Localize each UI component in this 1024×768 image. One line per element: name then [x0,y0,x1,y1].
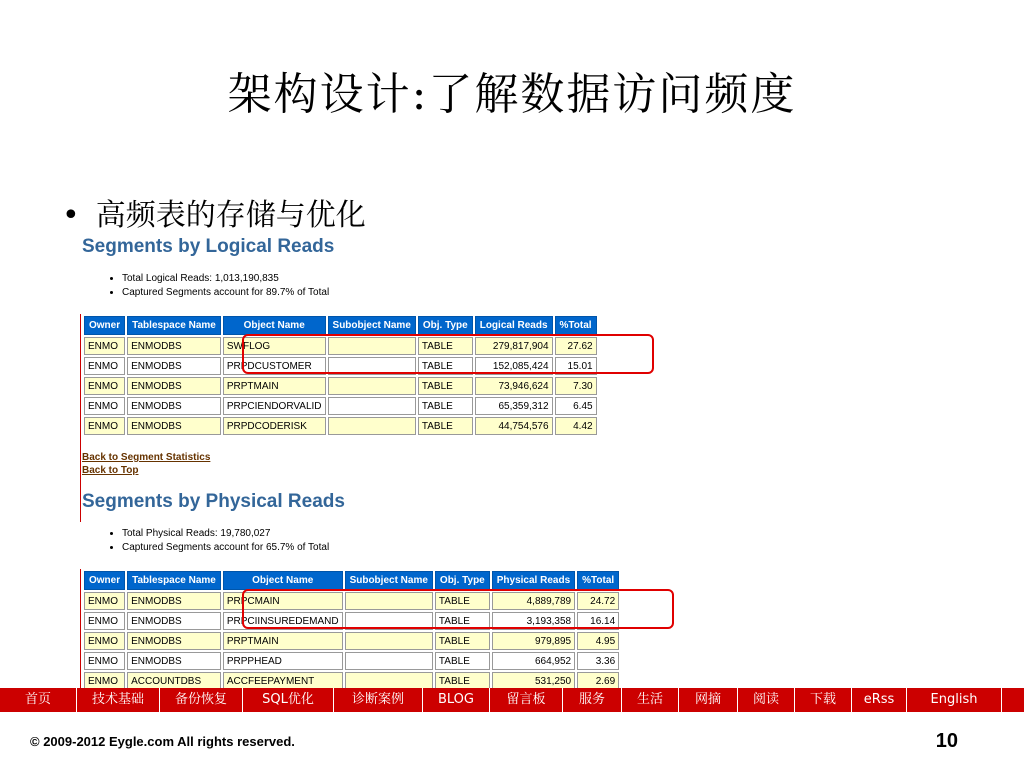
cell-pct: 24.72 [577,592,619,610]
summary-item: • Captured Segments account for 65.7% of Total [122,541,662,555]
logical-reads-table [82,314,599,437]
cell-tablespace: ENMODBS [127,337,221,355]
physical-reads-summary [82,527,662,555]
cell-pct: 15.01 [555,357,597,375]
physical-reads-table [82,569,621,692]
cell-object: PRPTMAIN [223,377,326,395]
logical-reads-title: Segments by Logical Reads [82,236,335,257]
margin-rule [80,569,81,697]
cell-reads: 531,250 [492,672,575,690]
logical-reads-table-wrap [82,314,662,437]
margin-rule [80,314,81,522]
awr-report [82,236,662,692]
nav-sql-tuning[interactable]: SQL优化 [243,688,334,712]
cell-pct: 4.42 [555,417,597,435]
summary-item: • Total Logical Reads: 1,013,190,835 [122,272,662,286]
cell-tablespace: ENMODBS [127,357,221,375]
cell-object: PRPDCODERISK [223,417,326,435]
cell-reads: 664,952 [492,652,575,670]
cell-objtype: TABLE [418,377,473,395]
table-header-row [84,571,619,590]
cell-object: PRPCMAIN [223,592,343,610]
cell-objtype: TABLE [435,632,490,650]
cell-pct: 27.62 [555,337,597,355]
nav-blog[interactable]: BLOG [423,688,490,712]
nav-reading[interactable]: 阅读 [738,688,795,712]
cell-subobject [345,652,433,670]
logical-reads-summary [82,272,662,300]
site-nav-bar [0,688,1024,712]
cell-owner: ENMO [84,397,125,415]
cell-subobject [328,397,416,415]
cell-owner: ENMO [84,652,125,670]
col-object: Object Name [223,571,343,590]
table-row [84,377,597,395]
cell-object: PRPDCUSTOMER [223,357,326,375]
cell-pct: 16.14 [577,612,619,630]
nav-services[interactable]: 服务 [563,688,622,712]
col-objtype: Obj. Type [435,571,490,590]
cell-objtype: TABLE [435,672,490,690]
cell-owner: ENMO [84,417,125,435]
cell-subobject [328,417,416,435]
cell-pct: 4.95 [577,632,619,650]
col-tablespace: Tablespace Name [127,316,221,335]
logical-reads-section [82,236,662,437]
cell-owner: ENMO [84,337,125,355]
cell-owner: ENMO [84,612,125,630]
col-reads: Physical Reads [492,571,575,590]
cell-tablespace: ENMODBS [127,612,221,630]
cell-owner: ENMO [84,672,125,690]
summary-item: • Captured Segments account for 89.7% of Total [122,286,662,300]
cell-object: PRPCIENDORVALID [223,397,326,415]
table-header-row [84,316,597,335]
cell-tablespace: ENMODBS [127,632,221,650]
cell-objtype: TABLE [435,652,490,670]
cell-owner: ENMO [84,592,125,610]
table-row [84,417,597,435]
cell-tablespace: ENMODBS [127,397,221,415]
cell-objtype: TABLE [418,337,473,355]
cell-reads: 4,889,789 [492,592,575,610]
col-objtype: Obj. Type [418,316,473,335]
back-to-segment-link[interactable]: Back to Segment Statistics [82,452,211,463]
col-pct: %Total [555,316,597,335]
cell-object: ACCFEEPAYMENT [223,672,343,690]
cell-tablespace: ENMODBS [127,377,221,395]
nav-diagnosis[interactable]: 诊断案例 [334,688,423,712]
cell-tablespace: ACCOUNTDBS [127,672,221,690]
summary-item: • Total Physical Reads: 19,780,027 [122,527,662,541]
physical-reads-section [82,491,662,692]
col-owner: Owner [84,571,125,590]
nav-life[interactable]: 生活 [622,688,679,712]
table-row [84,652,619,670]
cell-tablespace: ENMODBS [127,417,221,435]
physical-reads-table-wrap [82,569,662,692]
cell-object: PRPTMAIN [223,632,343,650]
nav-home[interactable]: 首页 [0,688,77,712]
cell-object: PRPPHEAD [223,652,343,670]
cell-pct: 7.30 [555,377,597,395]
cell-reads: 65,359,312 [475,397,553,415]
cell-objtype: TABLE [418,357,473,375]
cell-objtype: TABLE [418,417,473,435]
bullet-dot: • [62,198,80,233]
cell-reads: 279,817,904 [475,337,553,355]
col-pct: %Total [577,571,619,590]
cell-reads: 979,895 [492,632,575,650]
cell-owner: ENMO [84,357,125,375]
slide-title: 架构设计:了解数据访问频度 [227,69,797,120]
cell-pct: 2.69 [577,672,619,690]
col-reads: Logical Reads [475,316,553,335]
table-row [84,632,619,650]
bullet-item [62,190,366,234]
nav-erss[interactable]: eRss [852,688,907,712]
cell-tablespace: ENMODBS [127,652,221,670]
nav-guestbook[interactable]: 留言板 [490,688,563,712]
col-subobject: Subobject Name [345,571,433,590]
page-number: 10 [935,730,958,752]
nav-download[interactable]: 下载 [795,688,852,712]
cell-reads: 73,946,624 [475,377,553,395]
cell-owner: ENMO [84,632,125,650]
cell-reads: 3,193,358 [492,612,575,630]
back-to-top-link[interactable]: Back to Top [82,465,139,476]
table-row [84,397,597,415]
col-subobject: Subobject Name [328,316,416,335]
nav-tech-basics[interactable]: 技术基础 [77,688,160,712]
nav-digest[interactable]: 网摘 [679,688,738,712]
bullet-text: 高频表的存储与优化 [95,198,366,233]
logical-highlight-box [242,334,654,374]
nav-backup[interactable]: 备份恢复 [160,688,243,712]
cell-objtype: TABLE [435,592,490,610]
nav-english[interactable]: English [907,688,1002,712]
cell-reads: 44,754,576 [475,417,553,435]
cell-subobject [345,632,433,650]
cell-owner: ENMO [84,377,125,395]
col-object: Object Name [223,316,326,335]
cell-object: PRPCIINSUREDEMAND [223,612,343,630]
cell-object: SWFLOG [223,337,326,355]
physical-highlight-box [242,589,674,629]
col-owner: Owner [84,316,125,335]
back-links [82,451,662,477]
cell-subobject [328,377,416,395]
cell-tablespace: ENMODBS [127,592,221,610]
cell-pct: 3.36 [577,652,619,670]
cell-pct: 6.45 [555,397,597,415]
copyright-text: © 2009-2012 Eygle.com All rights reserved. [30,734,295,749]
cell-objtype: TABLE [418,397,473,415]
col-tablespace: Tablespace Name [127,571,221,590]
physical-reads-title: Segments by Physical Reads [82,491,345,512]
cell-reads: 152,085,424 [475,357,553,375]
cell-objtype: TABLE [435,612,490,630]
